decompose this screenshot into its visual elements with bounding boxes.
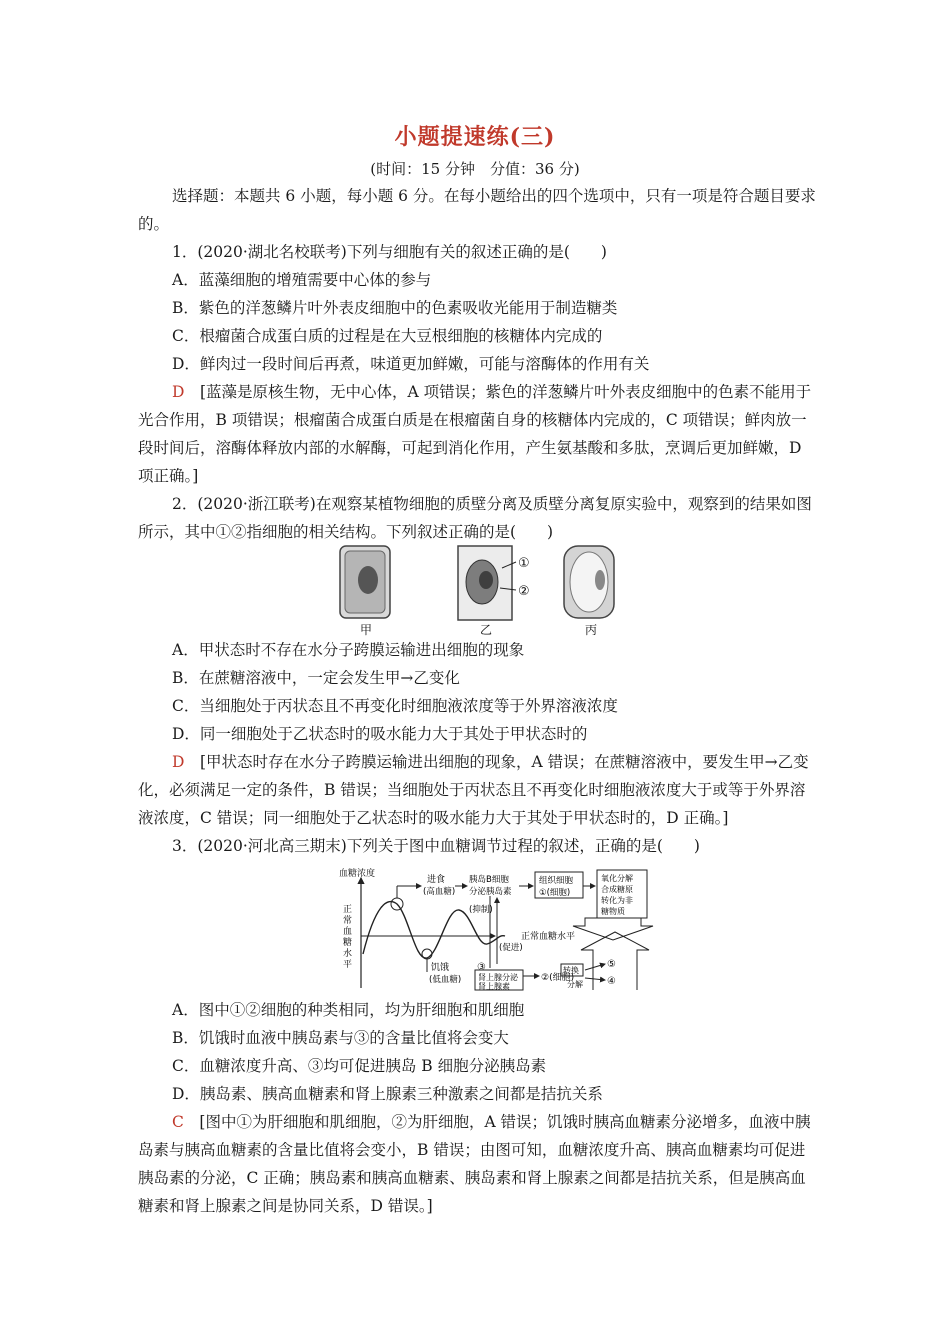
question-1-stem: 1．(2020·湖北名校联考)下列与细胞有关的叙述正确的是( ): [172, 243, 607, 261]
adrenal-label: 肾上腺分泌: [478, 973, 518, 982]
answer-letter: D: [172, 383, 185, 401]
normal-level-label: 正常血糖水平: [521, 932, 576, 942]
question-3-option-c: C．血糖浓度升高、③均可促进胰岛 B 细胞分泌胰岛素: [172, 1057, 547, 1075]
question-2-stem: 2．(2020·浙江联考)在观察某植物细胞的质壁分离及质壁分离复原实验中，观察到的结果如图所示，其中①②指细胞的相关结构。下列叙述正确的是( ): [138, 495, 812, 541]
question-3-stem: 3．(2020·河北高三期末)下列关于图中血糖调节过程的叙述，正确的是( ): [172, 837, 700, 855]
question-2-option-c: C．当细胞处于丙状态且不再变化时细胞液浓度等于外界溶液浓度: [172, 697, 618, 715]
question-1-option-c: C．根瘤菌合成蛋白质的过程是在大豆根细胞的核糖体内完成的: [172, 327, 603, 345]
tissue-cell-label: 组织细胞: [539, 876, 574, 886]
insulin-label: 分泌胰岛素: [469, 887, 512, 897]
plasmolysis-figure: [330, 540, 630, 640]
question-2-option-b: B．在蔗糖溶液中，一定会发生甲→乙变化: [172, 669, 460, 687]
beta-cell-label: 胰岛B细胞: [469, 875, 509, 885]
promote-label: (促进): [499, 943, 523, 953]
y-axis-char: 水: [343, 949, 353, 959]
cell-yi-image: [458, 546, 516, 620]
effect-2: 合成糖原: [601, 885, 633, 894]
y-axis-char: 正: [343, 905, 353, 915]
question-1-option-d: D．鲜肉过一段时间后再煮，味道更加鲜嫩，可能与溶酶体的作用有关: [172, 355, 650, 373]
hunger-sub-label: (低血糖): [429, 975, 462, 985]
question-1-option-b: B．紫色的洋葱鳞片叶外表皮细胞中的色素吸收光能用于制造糖类: [172, 299, 618, 317]
question-2-option-a: A．甲状态时不存在水分子跨膜运输进出细胞的现象: [172, 641, 525, 659]
label-bing: 丙: [585, 623, 598, 637]
question-1-answer: [138, 378, 818, 490]
answer-letter: C: [172, 1113, 184, 1131]
hormone-3-label: ③: [477, 962, 486, 973]
y-axis-char: 糖: [343, 938, 353, 948]
answer-explanation: [图中①为肝细胞和肌细胞，②为肝细胞，A 错误；饥饿时胰高血糖素分泌增多，血液中胰岛素与胰高血糖素的含量比值将会变小，B 错误；由图可知，血糖浓度升高、胰高血糖素均可促进胰岛素的分泌，C 正确；胰岛素和胰高血糖素、胰岛素和肾上腺素之间都是拮抗关系，但是胰高血糖素和肾上腺素之间是协同关系，D 错误。]: [138, 1113, 811, 1215]
question-3-option-a: A．图中①②细胞的种类相同，均为肝细胞和肌细胞: [172, 1001, 525, 1019]
down-arrow: [573, 918, 653, 940]
question-3-option-b: B．饥饿时血液中胰岛素与③的含量比值将会变大: [172, 1029, 509, 1047]
answer-explanation: [甲状态时存在水分子跨膜运输进出细胞的现象，A 错误；在蔗糖溶液中，要发生甲→乙变化，必须满足一定的条件，B 错误；当细胞处于丙状态且不再变化时细胞液浓度大于或等于外界溶液浓度，C 错误；同一细胞处于乙状态时的吸水能力大于其处于甲状态时的，D 正确。]: [138, 753, 809, 827]
effect-3: 转化为非: [601, 896, 633, 905]
y-axis-title: 血糖浓度: [339, 869, 376, 879]
marker-2: ②: [518, 584, 530, 599]
answer-explanation: [蓝藻是原核生物，无中心体，A 项错误；紫色的洋葱鳞片叶外表皮细胞中的色素不能用于光合作用，B 项错误；根瘤菌合成蛋白质是在根瘤菌自身的核糖体内完成的，C 项错误；鲜肉放一段时间后，溶酶体释放内部的水解酶，可起到消化作用，产生氨基酸和多肽，烹调后更加鲜嫩，D 项正确。]: [138, 383, 812, 485]
y-axis-char: 平: [343, 960, 353, 970]
label-yi: 乙: [480, 623, 493, 637]
question-3-option-d: D．胰岛素、胰高血糖素和肾上腺素三种激素之间都是拮抗关系: [172, 1085, 603, 1103]
blood-sugar-diagram: [335, 866, 660, 991]
instructions: 选择题：本题共 6 小题，每小题 6 分。在每小题给出的四个选项中，只有一项是符合题目要求的。: [138, 187, 816, 233]
y-axis-char: 血: [343, 927, 353, 937]
question-1-option-a: A．蓝藻细胞的增殖需要中心体的参与: [172, 271, 432, 289]
cell-2-label: ②(细胞): [541, 973, 575, 983]
product-4-label: ④: [607, 976, 616, 987]
adrenaline-label: 肾上腺素: [478, 982, 510, 991]
page-title: 小题提速练(三): [394, 124, 556, 150]
cell-1-label: ①(细胞): [539, 888, 571, 898]
hunger-label: 饥饿: [431, 963, 450, 973]
time-score-info: (时间：15 分钟 分值：36 分): [370, 160, 580, 178]
inhibit-label: (抑制): [469, 905, 493, 915]
decompose-label: 分解: [567, 980, 583, 989]
effect-1: 氧化分解: [601, 874, 633, 883]
question-2-answer: [138, 748, 818, 832]
label-jia: 甲: [360, 623, 373, 637]
effect-4: 糖物质: [601, 907, 625, 916]
marker-1: ①: [518, 556, 530, 571]
y-axis-char: 常: [343, 916, 353, 926]
eat-sub-label: (高血糖): [423, 887, 456, 897]
product-5-label: ⑤: [607, 959, 616, 970]
cell-jia-image: [340, 546, 390, 618]
cell-bing-image: [564, 546, 614, 618]
question-2-option-d: D．同一细胞处于乙状态时的吸水能力大于其处于甲状态时的: [172, 725, 588, 743]
eat-label: 进食: [427, 875, 446, 885]
convert-label: 转换: [563, 966, 579, 975]
answer-letter: D: [172, 753, 185, 771]
question-3-answer: [138, 1108, 818, 1220]
